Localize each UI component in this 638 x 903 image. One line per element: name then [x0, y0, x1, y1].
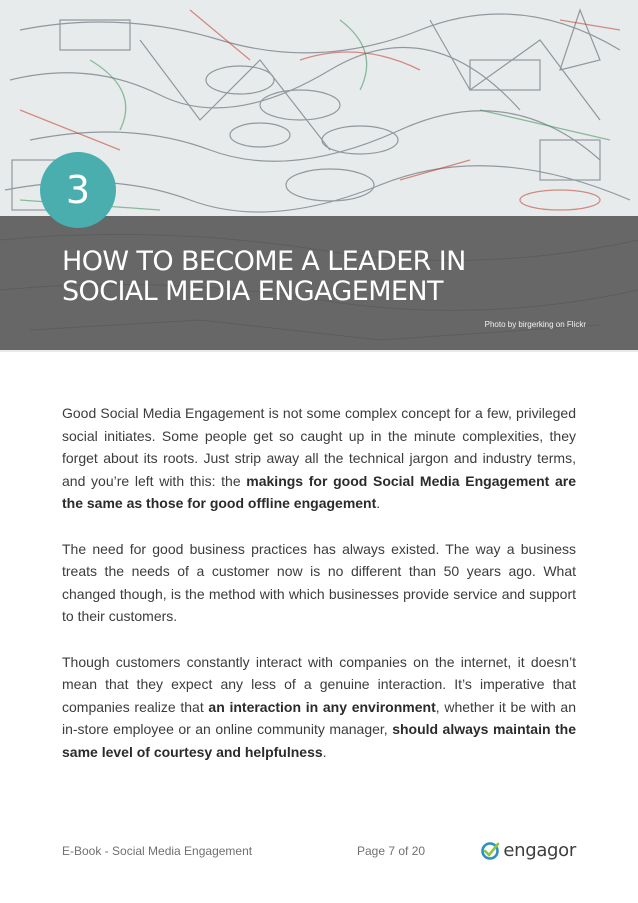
footer-ebook-title: E-Book - Social Media Engagement — [62, 844, 253, 858]
body-paragraph-2 — [62, 538, 576, 628]
chapter-title — [62, 247, 562, 307]
emphasis-text: an interaction in any environment — [208, 698, 436, 715]
body-paragraph-3 — [62, 651, 576, 764]
chapter-title-line-2: SOCIAL MEDIA ENGAGEMENT — [62, 276, 443, 307]
engagor-logo-text: engagor — [503, 840, 576, 861]
paragraph-text: . — [322, 743, 327, 760]
page-footer — [62, 842, 576, 864]
engagor-logo-icon — [480, 841, 500, 861]
body-text — [62, 402, 576, 786]
paragraph-text: , whether it be with an in-store employee or an online community manager, — [62, 698, 577, 737]
paragraph-text: Good Social Media Engagement is not some complex concept for a few, privileged social initiates. Some people get so caught up in the minute complexities, they forget about its roots. Just strip away all the technical jargon and industry terms, and you’re left with this: the — [62, 405, 576, 489]
emphasis-text: makings for good Social Media Engagement are the same as those for good offline engagement — [62, 472, 576, 511]
photo-credit: Photo by birgerking on Flickr — [484, 320, 586, 329]
chapter-number-badge: 3 — [40, 152, 116, 228]
body-paragraph-1 — [62, 402, 576, 515]
chapter-title-line-1: HOW TO BECOME A LEADER IN — [62, 246, 466, 277]
emphasis-text: should always maintain the same level of courtesy and helpfulness — [62, 721, 576, 760]
engagor-logo — [480, 840, 576, 861]
page-number: Page 7 of 20 — [357, 844, 426, 858]
paragraph-text: Though customers constantly interact with companies on the internet, it doesn’t mean that they expect any less of a genuine interaction. It’s imperative that companies realize that — [62, 653, 576, 715]
paragraph-text: . — [376, 495, 381, 511]
paragraph-text: The need for good business practices has always existed. The way a business treats the needs of a customer now is no different than 50 years ago. What changed though, is the method with which businesses provide service and support to their customers. — [62, 540, 576, 624]
